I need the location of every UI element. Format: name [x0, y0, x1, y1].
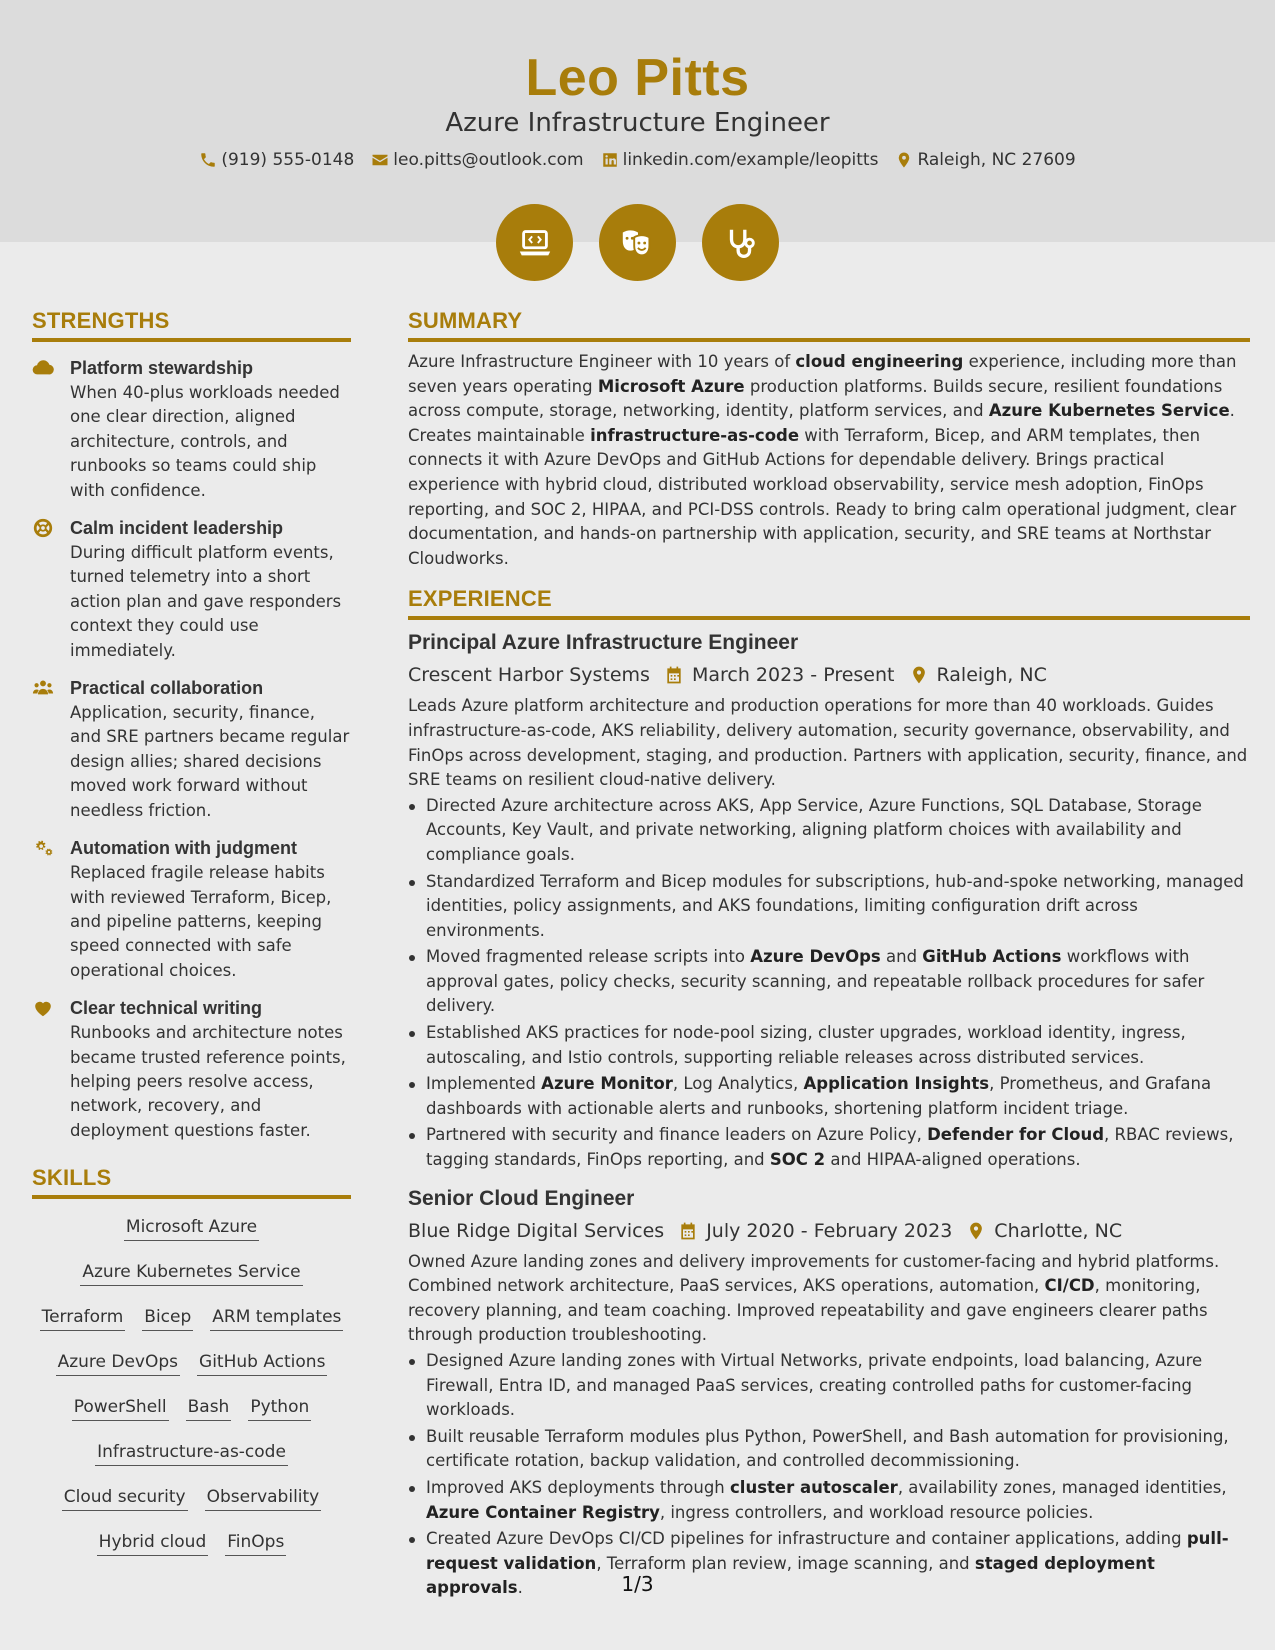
- job-bullet: Established AKS practices for node-pool sizing, cluster upgrades, workload identity, ingress, autoscaling, and Istio controls, supporting reliable releases across distributed services.: [408, 1021, 1250, 1070]
- strengths-list: [32, 356, 351, 1143]
- strength-item: [32, 516, 351, 663]
- interest-badges: [0, 204, 1275, 281]
- job-company: Crescent Harbor Systems: [408, 664, 650, 687]
- stethoscope-badge: [702, 204, 779, 281]
- laptop-code-icon: [516, 224, 554, 262]
- laptop-code-badge: [496, 204, 573, 281]
- skill-row: [32, 1438, 351, 1483]
- job-entry: [408, 629, 1250, 1172]
- skill-tag: GitHub Actions: [197, 1352, 327, 1376]
- strength-item: [32, 996, 351, 1143]
- summary-heading: SUMMARY: [408, 308, 1250, 342]
- skill-tag: Azure Kubernetes Service: [80, 1262, 302, 1286]
- skill-row: [32, 1258, 351, 1303]
- job-bullet: Implemented Azure Monitor, Log Analytics, Application Insights, Prometheus, and Grafana dashboards with actionable alerts and runbooks, shortening platform incident triage.: [408, 1072, 1250, 1121]
- strengths-heading: STRENGTHS: [32, 308, 351, 342]
- life-ring-icon: [32, 516, 70, 663]
- map-pin-icon: [966, 1221, 986, 1241]
- job-location: Raleigh, NC: [936, 664, 1047, 687]
- strength-description: Application, security, finance, and SRE partners became regular design allies; shared decisions moved work forward without needless friction.: [70, 703, 350, 820]
- skill-tag: FinOps: [225, 1532, 286, 1556]
- skill-tag: Hybrid cloud: [97, 1532, 209, 1556]
- skill-row: [32, 1213, 351, 1258]
- contact-bar: [0, 150, 1275, 170]
- skill-row: [32, 1483, 351, 1528]
- users-icon: [32, 676, 70, 823]
- job-bullet: Created Azure DevOps CI/CD pipelines for infrastructure and container applications, adding pull-request validation, Terraform plan review, image scanning, and staged deployment approvals.: [408, 1527, 1250, 1601]
- job-description: Owned Azure landing zones and delivery improvements for customer-facing and hybrid platforms. Combined network architecture, PaaS services, AKS operations, automation, CI/CD, monitoring, recovery planning, and team coaching. Improved repeatability and gave engineers clearer paths through production troubleshooting.: [408, 1251, 1220, 1345]
- skill-tag: ARM templates: [210, 1307, 343, 1331]
- phone-icon: [199, 151, 217, 169]
- cloud-icon: [32, 356, 70, 503]
- job-meta: [408, 662, 1250, 688]
- strength-item: [32, 356, 351, 503]
- summary-text: Azure Infrastructure Engineer with 10 years of cloud engineering experience, including more than seven years operating Microsoft Azure production platforms. Builds secure, resilient foundations across compute, storage, networking, identity, platform services, and Azure Kubernetes Service. Creates maintainable infrastructure-as-code with Terraform, Bicep, and ARM templates, then connects it with Azure DevOps and GitHub Actions for dependable delivery. Brings practical experience with hybrid cloud, distributed workload observability, service mesh adoption, FinOps reporting, and SOC 2, HIPAA, and PCI-DSS controls. Ready to bring calm operational judgment, clear documentation, and hands-on partnership with application, security, and SRE teams at Northstar Cloudworks.: [408, 352, 1237, 568]
- experience-heading: EXPERIENCE: [408, 586, 1250, 620]
- calendar-icon: [678, 1221, 698, 1241]
- job-bullet: Designed Azure landing zones with Virtual Networks, private endpoints, load balancing, Azure Firewall, Entra ID, and managed PaaS services, creating controlled paths for customer-facing workloads.: [408, 1349, 1250, 1423]
- job-bullet: Directed Azure architecture across AKS, App Service, Azure Functions, SQL Database, Storage Accounts, Key Vault, and private networking, aligning platform choices with availability and compliance goals.: [408, 794, 1250, 868]
- strength-title: Clear technical writing: [70, 998, 263, 1019]
- envelope-icon: [371, 151, 389, 169]
- strength-description: Replaced fragile release habits with reviewed Terraform, Bicep, and pipeline patterns, keeping speed connected with safe operational choices.: [70, 863, 332, 980]
- right-column: [408, 308, 1250, 1603]
- strength-description: When 40-plus workloads needed one clear direction, aligned architecture, controls, and runbooks so teams could ship with confidence.: [70, 383, 340, 500]
- job-bullet: Standardized Terraform and Bicep modules for subscriptions, hub-and-spoke networking, managed identities, policy assignments, and AKS foundations, limiting configuration drift across environments.: [408, 870, 1250, 944]
- strength-description: Runbooks and architecture notes became trusted reference points, helping peers resolve access, network, recovery, and deployment questions faster.: [70, 1023, 346, 1140]
- cogs-icon: [32, 836, 70, 983]
- theater-masks-badge: [599, 204, 676, 281]
- contact-linkedin[interactable]: [601, 150, 879, 170]
- heart-icon: [32, 996, 70, 1143]
- job-bullet: Built reusable Terraform modules plus Python, PowerShell, and Bash automation for provisioning, certificate rotation, backup validation, and controlled decommissioning.: [408, 1425, 1250, 1474]
- candidate-name: Leo Pitts: [525, 49, 750, 107]
- contact-email[interactable]: [371, 150, 583, 170]
- job-location: Charlotte, NC: [994, 1219, 1123, 1242]
- skill-tag: Python: [248, 1397, 311, 1421]
- skill-tag: Terraform: [40, 1307, 126, 1331]
- strength-title: Platform stewardship: [70, 358, 254, 378]
- skill-tag: Observability: [205, 1487, 322, 1511]
- skill-tag: Microsoft Azure: [124, 1217, 259, 1241]
- contact-location: [895, 150, 1075, 170]
- page-number: 1/3: [621, 1572, 654, 1596]
- strength-title: Practical collaboration: [70, 678, 264, 699]
- skill-tag: Bash: [186, 1397, 232, 1421]
- experience-list: [408, 629, 1250, 1601]
- skills-heading: SKILLS: [32, 1165, 351, 1199]
- stethoscope-icon: [722, 224, 760, 262]
- skill-tag: Azure DevOps: [56, 1352, 180, 1376]
- job-title: Senior Cloud Engineer: [408, 1186, 635, 1210]
- job-bullets: [408, 1349, 1250, 1601]
- skills-list: [32, 1213, 351, 1573]
- email-text[interactable]: leo.pitts@outlook.com: [393, 150, 584, 170]
- job-bullet: Moved fragmented release scripts into Azure DevOps and GitHub Actions workflows with approval gates, policy checks, security scanning, and repeatable rollback procedures for safer delivery.: [408, 945, 1250, 1019]
- job-bullet: Improved AKS deployments through cluster autoscaler, availability zones, managed identities, Azure Container Registry, ingress controllers, and workload resource policies.: [408, 1476, 1250, 1525]
- job-dates: March 2023 - Present: [691, 664, 895, 687]
- linkedin-icon: [601, 151, 619, 169]
- candidate-title: Azure Infrastructure Engineer: [445, 108, 830, 138]
- skill-row: [32, 1393, 351, 1438]
- job-bullets: [408, 794, 1250, 1173]
- skill-tag: PowerShell: [72, 1397, 169, 1421]
- job-company: Blue Ridge Digital Services: [408, 1219, 665, 1242]
- job-dates: July 2020 - February 2023: [706, 1219, 953, 1242]
- map-pin-icon: [909, 665, 929, 685]
- job-entry: [408, 1185, 1250, 1601]
- theater-masks-icon: [619, 224, 657, 262]
- strength-description: During difficult platform events, turned telemetry into a short action plan and gave responders context they could use immediately.: [70, 543, 342, 660]
- left-column: [32, 308, 351, 1573]
- skill-tag: Cloud security: [62, 1487, 188, 1511]
- skill-tag: Infrastructure-as-code: [95, 1442, 288, 1466]
- linkedin-text[interactable]: linkedin.com/example/leopitts: [622, 150, 879, 170]
- skill-row: [32, 1528, 351, 1573]
- map-pin-icon: [895, 151, 913, 169]
- skill-tag: Bicep: [142, 1307, 193, 1331]
- job-description: Leads Azure platform architecture and production operations for more than 40 workloads. Guides infrastructure-as-code, AKS reliability, delivery automation, security governance, observability, and FinOps across development, staging, and production. Partners with application, security, finance, and SRE teams on resilient cloud-native delivery.: [408, 696, 1248, 790]
- skill-row: [32, 1348, 351, 1393]
- phone-text: (919) 555-0148: [221, 150, 355, 170]
- strength-item: [32, 836, 351, 983]
- job-meta: [408, 1218, 1250, 1244]
- job-title: Principal Azure Infrastructure Engineer: [408, 631, 799, 655]
- contact-phone: [199, 150, 354, 170]
- calendar-icon: [664, 665, 684, 685]
- strength-item: [32, 676, 351, 823]
- skill-row: [32, 1303, 351, 1348]
- job-bullet: Partnered with security and finance leaders on Azure Policy, Defender for Cloud, RBAC reviews, tagging standards, FinOps reporting, and SOC 2 and HIPAA-aligned operations.: [408, 1123, 1250, 1172]
- location-text: Raleigh, NC 27609: [917, 150, 1076, 170]
- strength-title: Calm incident leadership: [70, 518, 284, 539]
- strength-title: Automation with judgment: [70, 838, 297, 859]
